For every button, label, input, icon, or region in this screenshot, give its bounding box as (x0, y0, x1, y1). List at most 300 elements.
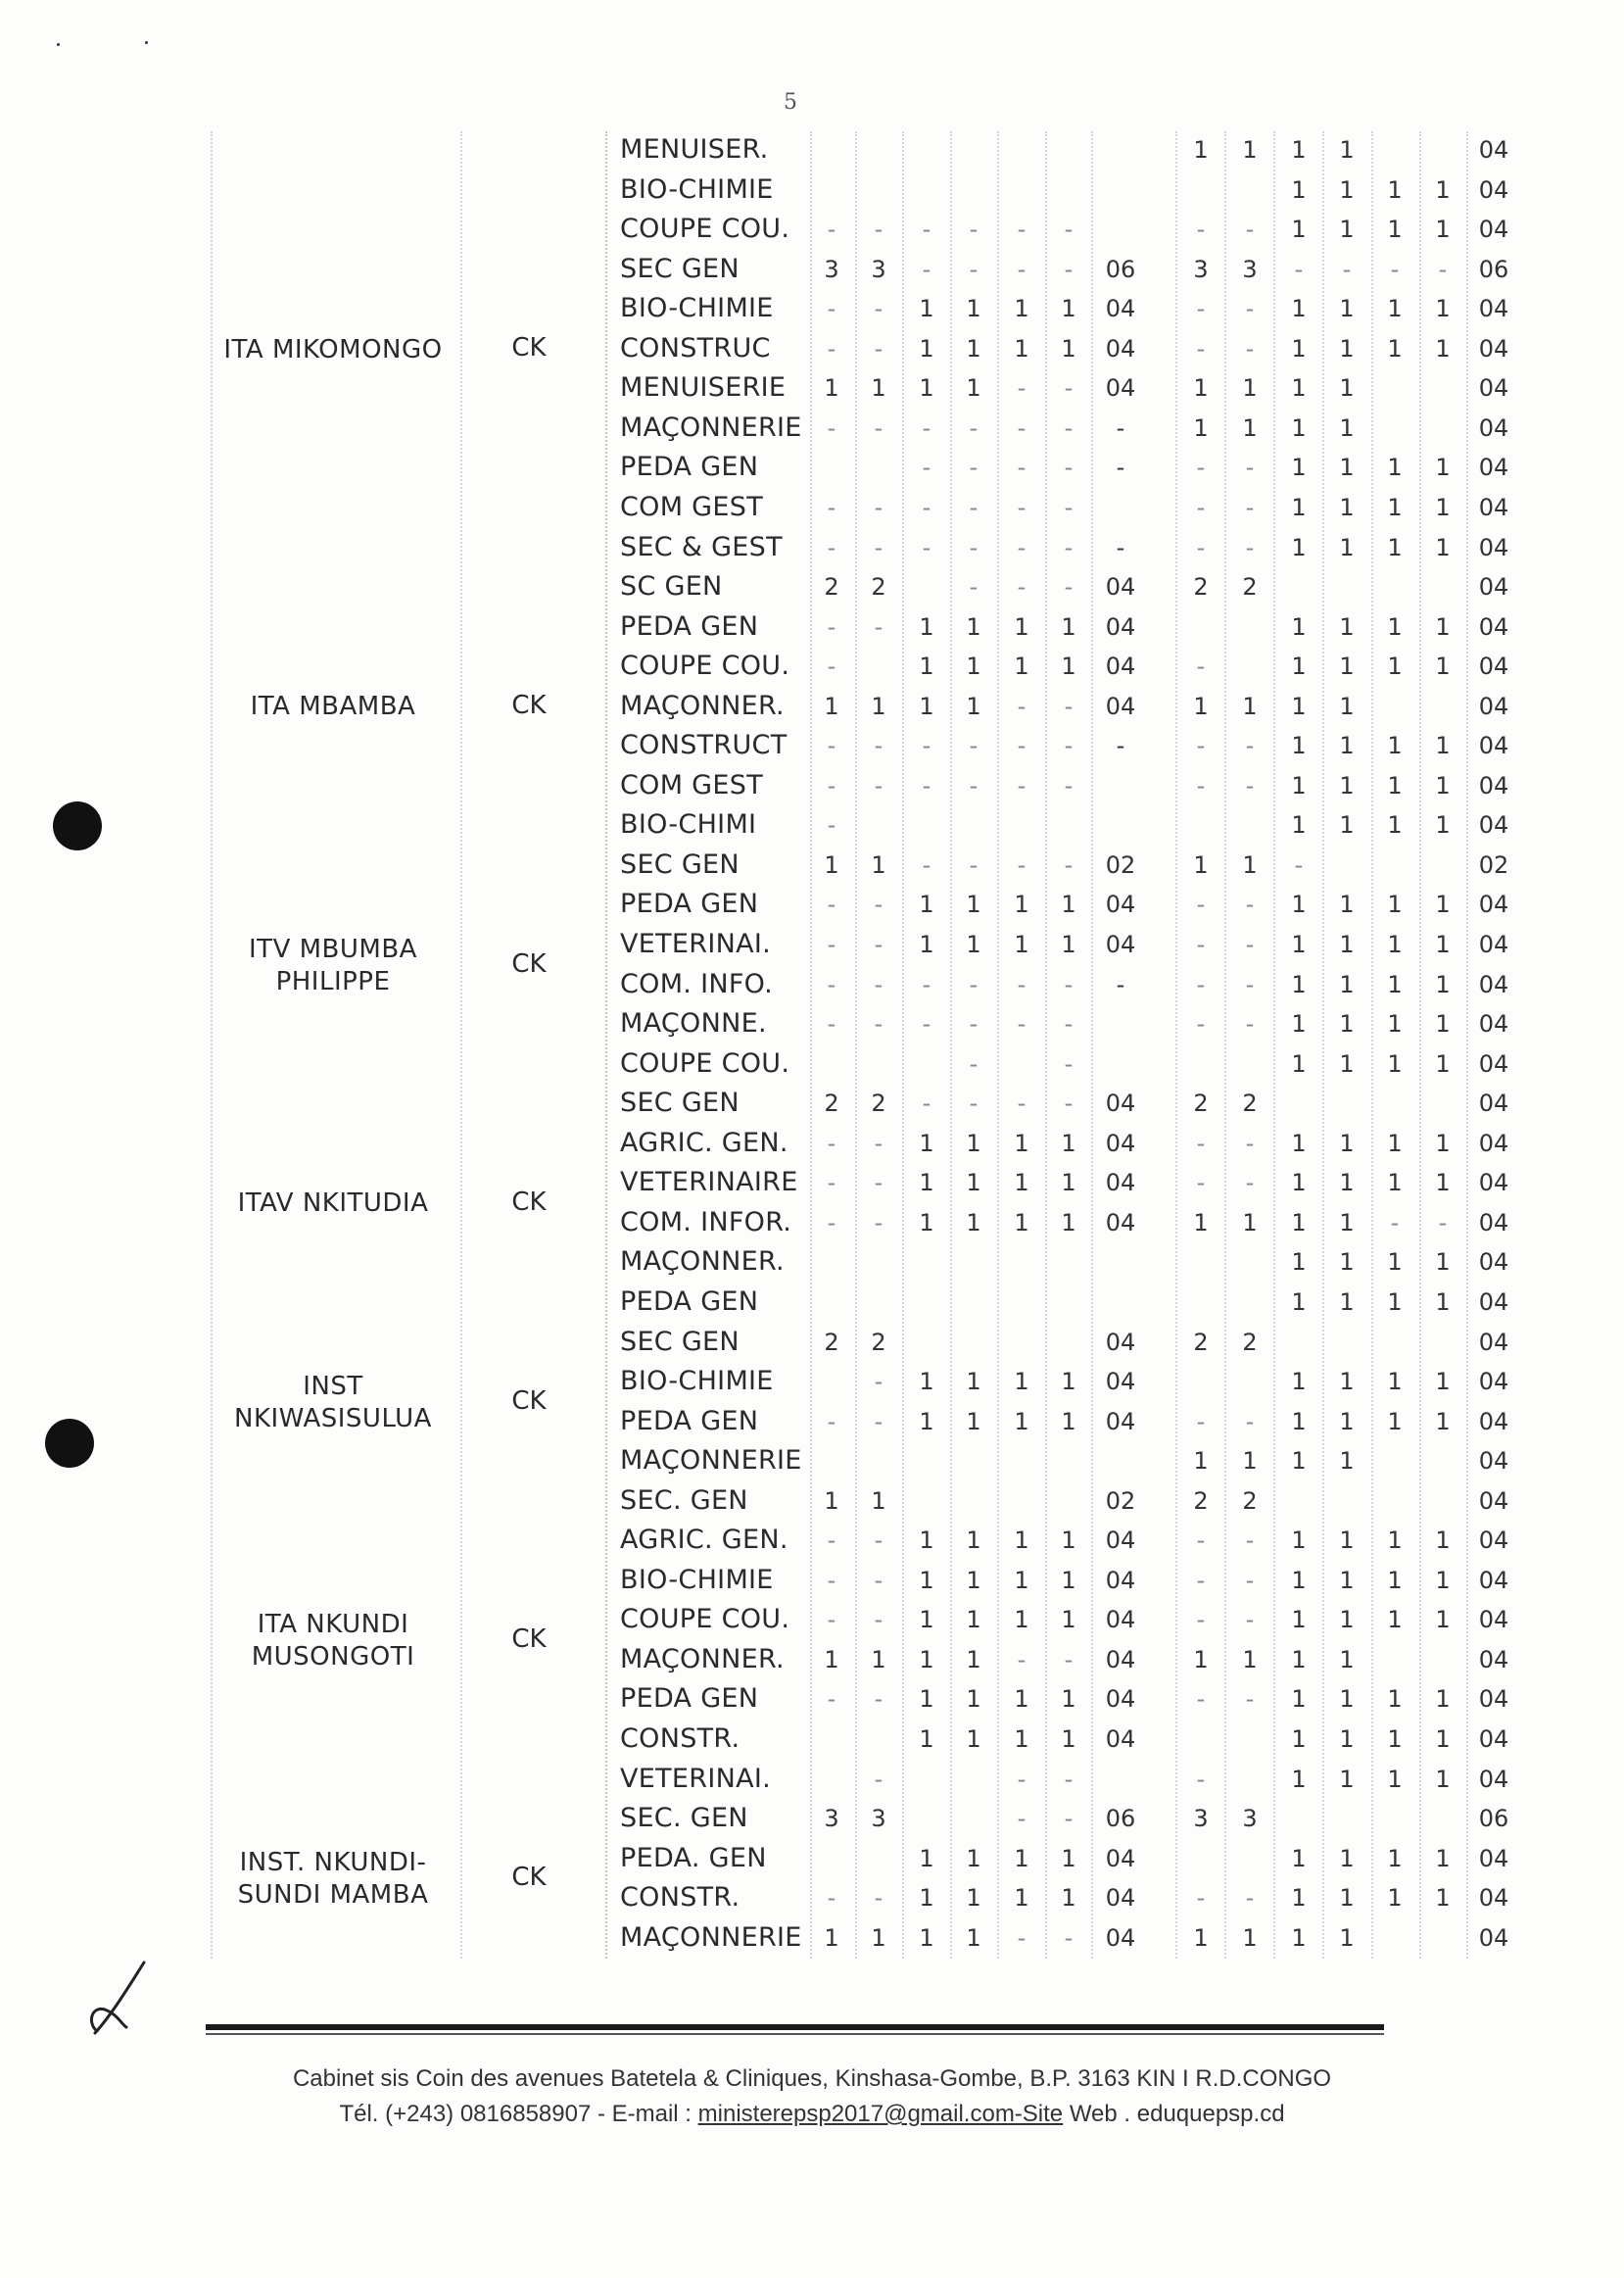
option-name: AGRIC. GEN. (620, 1127, 788, 1158)
count-cell-a: 1 (1061, 612, 1076, 641)
count-cell-b: 1 (1435, 931, 1451, 958)
count-cell-b: 1 (1387, 811, 1403, 840)
count-cell-a: - (827, 732, 836, 760)
option-name: BIO-CHIMIE (620, 293, 774, 324)
table-row (0, 1800, 1624, 1839)
count-cell-b: 1 (1242, 1447, 1258, 1476)
count-cell-b: - (1245, 1010, 1255, 1039)
count-cell-a: - (874, 533, 884, 561)
count-cell-b: 1 (1339, 931, 1355, 958)
count-cell-b: 1 (1339, 1287, 1355, 1316)
option-name: COUPE COU. (620, 1604, 790, 1635)
count-cell-b: 1 (1291, 1527, 1307, 1555)
count-cell-b: 1 (1339, 1765, 1355, 1793)
scan-speck (57, 43, 60, 46)
option-name: SC GEN (620, 571, 723, 603)
count-cell-b: 1 (1291, 1566, 1307, 1594)
option-name: MAÇONNE. (620, 1008, 767, 1040)
count-cell-a: - (874, 1208, 884, 1236)
column-rule (902, 131, 904, 1959)
count-cell-b: 1 (1193, 692, 1209, 720)
count-cell-a: - (874, 1527, 884, 1555)
option-name: COM. INFO. (620, 968, 773, 999)
count-cell-a: 1 (919, 374, 934, 403)
count-cell-a: 1 (1061, 1566, 1076, 1594)
count-cell-b: 1 (1339, 1884, 1355, 1913)
count-cell-b: 1 (1339, 1923, 1355, 1952)
count-cell-b: 1 (1242, 1208, 1258, 1236)
school-zone: CK (511, 948, 547, 979)
count-cell-a: - (922, 732, 931, 760)
option-name: MAÇONNER. (620, 690, 785, 721)
option-name: VETERINAIRE (620, 1167, 798, 1198)
count-cell-b: 1 (1291, 970, 1307, 998)
total-cell-b: 04 (1478, 413, 1509, 442)
count-cell-a: - (969, 970, 979, 998)
count-cell-a: 1 (919, 1685, 934, 1714)
count-cell-a: 3 (824, 1805, 839, 1833)
total-cell-a: 04 (1105, 653, 1136, 681)
count-cell-a: 1 (1014, 1169, 1029, 1197)
count-cell-a: 1 (871, 1645, 886, 1673)
count-cell-a: 1 (966, 1208, 981, 1236)
table-row (0, 131, 1624, 170)
count-cell-b: - (1196, 454, 1206, 482)
total-cell-b: 04 (1478, 1606, 1509, 1634)
count-cell-b: 1 (1291, 454, 1307, 482)
count-cell-a: - (874, 1169, 884, 1197)
count-cell-a: - (969, 771, 979, 800)
table-row (0, 1243, 1624, 1283)
count-cell-a: 1 (1061, 1527, 1076, 1555)
count-cell-b: 1 (1193, 136, 1209, 164)
count-cell-b: 1 (1387, 1407, 1403, 1435)
option-name: COUPE COU. (620, 214, 790, 245)
count-cell-b: - (1438, 255, 1448, 283)
school-name-line: NKIWASISULUA (234, 1403, 432, 1433)
count-cell-a: - (827, 1884, 836, 1913)
table-row (0, 1680, 1624, 1720)
count-cell-b: 1 (1193, 1645, 1209, 1673)
count-cell-b: - (1245, 970, 1255, 998)
count-cell-b: 1 (1387, 1884, 1403, 1913)
total-cell-a: 06 (1105, 1805, 1136, 1833)
count-cell-a: - (874, 1566, 884, 1594)
count-cell-a: 1 (919, 1368, 934, 1396)
count-cell-a: 1 (871, 692, 886, 720)
total-cell-a: 06 (1105, 255, 1136, 283)
count-cell-b: 1 (1242, 413, 1258, 442)
count-cell-a: - (874, 1884, 884, 1913)
count-cell-b: 1 (1291, 1447, 1307, 1476)
total-cell-a: - (1116, 454, 1125, 482)
total-cell-b: 04 (1478, 136, 1509, 164)
count-cell-a: - (922, 1090, 931, 1118)
count-cell-a: - (827, 1129, 836, 1157)
count-cell-a: - (969, 732, 979, 760)
count-cell-a: 1 (1061, 1844, 1076, 1872)
total-cell-b: 04 (1478, 573, 1509, 602)
count-cell-a: 1 (824, 1645, 839, 1673)
count-cell-b: - (1438, 1208, 1448, 1236)
column-rule (460, 131, 462, 1959)
count-cell-a: 1 (871, 1923, 886, 1952)
count-cell-a: 1 (1061, 1407, 1076, 1435)
total-cell-b: 04 (1478, 931, 1509, 958)
page-number: 5 (784, 90, 797, 115)
option-name: MAÇONNERIE (620, 1921, 802, 1953)
count-cell-b: - (1245, 493, 1255, 521)
option-name: COUPE COU. (620, 651, 790, 682)
count-cell-a: 1 (966, 1129, 981, 1157)
count-cell-b: 1 (1339, 1645, 1355, 1673)
count-cell-b: - (1196, 1566, 1206, 1594)
table-row (0, 1005, 1624, 1044)
option-name: AGRIC. GEN. (620, 1525, 788, 1556)
column-rule (1466, 131, 1468, 1959)
count-cell-a: - (969, 1090, 979, 1118)
option-name: BIO-CHIMIE (620, 1564, 774, 1595)
count-cell-b: 1 (1435, 1368, 1451, 1396)
count-cell-a: 1 (1014, 1884, 1029, 1913)
count-cell-b: 1 (1242, 136, 1258, 164)
count-cell-a: - (874, 931, 884, 958)
option-name: VETERINAI. (620, 929, 772, 959)
count-cell-b: 3 (1242, 1805, 1258, 1833)
footer-phone: Tél. (+243) 0816858907 - E-mail : (339, 2101, 698, 2127)
total-cell-a: 04 (1105, 1645, 1136, 1673)
count-cell-a: - (827, 1685, 836, 1714)
option-name: PEDA. GEN (620, 1842, 767, 1873)
count-cell-b: 1 (1339, 732, 1355, 760)
count-cell-a: - (1064, 970, 1074, 998)
count-cell-a: 1 (966, 1368, 981, 1396)
total-cell-b: 04 (1478, 692, 1509, 720)
count-cell-b: - (1245, 1884, 1255, 1913)
count-cell-a: 1 (966, 1606, 981, 1634)
count-cell-a: - (1064, 374, 1074, 403)
total-cell-b: 04 (1478, 1208, 1509, 1236)
count-cell-a: 1 (1014, 653, 1029, 681)
school-zone: CK (511, 1187, 547, 1217)
count-cell-b: 1 (1435, 811, 1451, 840)
count-cell-b: - (1390, 1208, 1400, 1236)
count-cell-b: 1 (1387, 612, 1403, 641)
count-cell-b: 1 (1291, 136, 1307, 164)
school-name (201, 934, 465, 998)
count-cell-a: 1 (824, 1923, 839, 1952)
count-cell-b: - (1196, 1685, 1206, 1714)
count-cell-b: 1 (1339, 970, 1355, 998)
count-cell-b: 1 (1339, 612, 1355, 641)
table-row (0, 1442, 1624, 1481)
count-cell-b: 1 (1387, 1169, 1403, 1197)
footer-email-link[interactable]: ministerepsp2017@gmail.com-Site (697, 2101, 1064, 2127)
count-cell-a: - (874, 1407, 884, 1435)
column-rule (1045, 131, 1047, 1959)
table-row (0, 1562, 1624, 1601)
school-name-line: INST (303, 1371, 363, 1401)
school-name (201, 334, 465, 366)
total-cell-b: 04 (1478, 493, 1509, 521)
count-cell-b: 1 (1339, 1169, 1355, 1197)
option-name: COM GEST (620, 769, 763, 800)
count-cell-a: - (827, 334, 836, 363)
count-cell-a: 1 (919, 1884, 934, 1913)
option-name: MENUISER. (620, 134, 769, 165)
count-cell-b: 1 (1435, 1049, 1451, 1078)
count-cell-a: - (1064, 413, 1074, 442)
count-cell-b: 1 (1291, 1685, 1307, 1714)
count-cell-b: 1 (1339, 811, 1355, 840)
count-cell-a: 1 (966, 1725, 981, 1753)
column-rule (1419, 131, 1421, 1959)
total-cell-b: 04 (1478, 1685, 1509, 1714)
count-cell-a: - (922, 771, 931, 800)
count-cell-a: 1 (919, 1645, 934, 1673)
scan-speck (145, 41, 148, 44)
count-cell-a: - (827, 1169, 836, 1197)
count-cell-a: - (1017, 1923, 1027, 1952)
count-cell-a: 1 (1061, 1169, 1076, 1197)
total-cell-b: 04 (1478, 216, 1509, 244)
count-cell-b: 1 (1387, 175, 1403, 204)
count-cell-a: - (1064, 1645, 1074, 1673)
school-name (201, 1609, 465, 1673)
total-cell-a: 04 (1105, 573, 1136, 602)
count-cell-b: - (1196, 771, 1206, 800)
school-name-line: ITA MIKOMONGO (223, 334, 443, 364)
count-cell-b: 1 (1435, 454, 1451, 482)
count-cell-a: 1 (1061, 891, 1076, 919)
count-cell-b: 1 (1291, 1208, 1307, 1236)
total-cell-a: 04 (1105, 1566, 1136, 1594)
count-cell-b: 1 (1387, 1287, 1403, 1316)
count-cell-b: 1 (1435, 334, 1451, 363)
table-row (0, 1721, 1624, 1760)
total-cell-a: 04 (1105, 891, 1136, 919)
total-cell-a: 04 (1105, 1685, 1136, 1714)
count-cell-b: 1 (1291, 1049, 1307, 1078)
count-cell-b: 1 (1387, 1527, 1403, 1555)
count-cell-a: 1 (966, 1407, 981, 1435)
option-name: SEC. GEN (620, 1803, 748, 1834)
table-row (0, 767, 1624, 806)
count-cell-b: 1 (1339, 1407, 1355, 1435)
option-name: PEDA GEN (620, 1683, 759, 1715)
count-cell-b: 1 (1387, 1129, 1403, 1157)
count-cell-a: 1 (966, 1685, 981, 1714)
count-cell-a: - (922, 970, 931, 998)
count-cell-a: 1 (1061, 1725, 1076, 1753)
count-cell-b: 1 (1339, 1049, 1355, 1078)
count-cell-b: 1 (1291, 1248, 1307, 1277)
footer-divider (206, 2024, 1384, 2030)
count-cell-a: 1 (1014, 931, 1029, 958)
count-cell-a: 1 (1061, 1208, 1076, 1236)
count-cell-a: - (1064, 216, 1074, 244)
count-cell-a: 1 (966, 931, 981, 958)
count-cell-b: 1 (1339, 692, 1355, 720)
count-cell-a: - (827, 216, 836, 244)
total-cell-a: - (1116, 732, 1125, 760)
count-cell-a: 1 (824, 850, 839, 879)
count-cell-a: - (1064, 1090, 1074, 1118)
count-cell-b: - (1245, 732, 1255, 760)
total-cell-b: 04 (1478, 1010, 1509, 1039)
total-cell-b: 04 (1478, 1407, 1509, 1435)
school-name (201, 1371, 465, 1435)
count-cell-b: 3 (1193, 255, 1209, 283)
count-cell-b: 1 (1291, 1407, 1307, 1435)
count-cell-a: - (1017, 732, 1027, 760)
count-cell-b: - (1196, 970, 1206, 998)
school-zone: CK (511, 333, 547, 364)
count-cell-a: 1 (919, 1606, 934, 1634)
option-name: CONSTR. (620, 1882, 740, 1914)
count-cell-a: - (827, 970, 836, 998)
count-cell-b: - (1196, 653, 1206, 681)
count-cell-a: 1 (1014, 1725, 1029, 1753)
count-cell-b: 1 (1387, 1844, 1403, 1872)
count-cell-b: 1 (1193, 413, 1209, 442)
count-cell-a: 1 (1061, 1884, 1076, 1913)
total-cell-a: 04 (1105, 931, 1136, 958)
table-row (0, 886, 1624, 925)
count-cell-b: 1 (1291, 1645, 1307, 1673)
count-cell-a: - (1017, 454, 1027, 482)
option-name: BIO-CHIMIE (620, 173, 774, 205)
count-cell-b: 1 (1387, 970, 1403, 998)
count-cell-b: - (1245, 1169, 1255, 1197)
count-cell-b: 1 (1339, 454, 1355, 482)
option-name: CONSTRUC (620, 332, 771, 364)
count-cell-b: - (1245, 1685, 1255, 1714)
count-cell-b: - (1245, 295, 1255, 323)
count-cell-b: 1 (1339, 334, 1355, 363)
option-name: PEDA GEN (620, 610, 759, 642)
count-cell-b: 1 (1291, 493, 1307, 521)
count-cell-a: - (922, 1010, 931, 1039)
count-cell-a: 2 (824, 573, 839, 602)
count-cell-b: - (1196, 1527, 1206, 1555)
count-cell-b: 1 (1387, 1368, 1403, 1396)
total-cell-b: 04 (1478, 1049, 1509, 1078)
count-cell-b: 1 (1291, 533, 1307, 561)
count-cell-a: - (827, 413, 836, 442)
count-cell-b: 1 (1339, 413, 1355, 442)
total-cell-a: 04 (1105, 1328, 1136, 1356)
count-cell-a: 1 (1061, 334, 1076, 363)
count-cell-b: 1 (1435, 533, 1451, 561)
count-cell-a: - (827, 1010, 836, 1039)
count-cell-a: 1 (966, 1844, 981, 1872)
count-cell-b: 1 (1435, 1169, 1451, 1197)
table-row (0, 847, 1624, 886)
count-cell-a: - (1017, 1805, 1027, 1833)
count-cell-a: - (1017, 573, 1027, 602)
table-row (0, 1284, 1624, 1323)
count-cell-a: - (1064, 1923, 1074, 1952)
count-cell-b: 1 (1387, 533, 1403, 561)
count-cell-b: 1 (1435, 175, 1451, 204)
count-cell-a: - (1017, 413, 1027, 442)
count-cell-b: - (1245, 454, 1255, 482)
total-cell-a: 04 (1105, 1844, 1136, 1872)
count-cell-a: - (1017, 1090, 1027, 1118)
count-cell-b: 1 (1339, 1248, 1355, 1277)
count-cell-b: - (1196, 533, 1206, 561)
count-cell-b: 1 (1435, 1287, 1451, 1316)
count-cell-b: 1 (1193, 1208, 1209, 1236)
school-zone: CK (511, 690, 547, 720)
total-cell-a: 04 (1105, 1129, 1136, 1157)
table-row (0, 171, 1624, 211)
count-cell-b: 1 (1291, 1725, 1307, 1753)
count-cell-b: 1 (1435, 1527, 1451, 1555)
count-cell-b: 1 (1339, 1527, 1355, 1555)
count-cell-b: 1 (1291, 612, 1307, 641)
count-cell-b: - (1245, 533, 1255, 561)
count-cell-b: 1 (1339, 1447, 1355, 1476)
count-cell-b: 1 (1291, 216, 1307, 244)
column-rule (605, 131, 607, 1959)
count-cell-b: 1 (1291, 1169, 1307, 1197)
count-cell-b: 1 (1435, 1010, 1451, 1039)
count-cell-b: 1 (1339, 175, 1355, 204)
count-cell-b: 1 (1435, 1129, 1451, 1157)
count-cell-a: 1 (966, 1884, 981, 1913)
option-name: BIO-CHIMI (620, 809, 757, 841)
total-cell-b: 04 (1478, 891, 1509, 919)
column-rule (1322, 131, 1324, 1959)
count-cell-a: 1 (1014, 1407, 1029, 1435)
count-cell-a: - (874, 216, 884, 244)
count-cell-a: 1 (919, 1208, 934, 1236)
count-cell-a: 1 (1014, 1606, 1029, 1634)
school-name-line: ITV MBUMBA (249, 934, 417, 964)
count-cell-b: - (1294, 255, 1304, 283)
column-rule (855, 131, 857, 1959)
total-cell-b: 04 (1478, 374, 1509, 403)
table-row (0, 211, 1624, 250)
count-cell-a: - (874, 970, 884, 998)
count-cell-b: - (1196, 1169, 1206, 1197)
count-cell-a: - (1064, 1765, 1074, 1793)
count-cell-b: - (1294, 850, 1304, 879)
count-cell-a: - (827, 653, 836, 681)
count-cell-a: 1 (919, 1407, 934, 1435)
count-cell-b: 1 (1435, 891, 1451, 919)
count-cell-a: 1 (919, 1923, 934, 1952)
count-cell-b: - (1196, 1129, 1206, 1157)
school-name-line: ITAV NKITUDIA (237, 1188, 429, 1219)
count-cell-a: 1 (966, 692, 981, 720)
count-cell-b: 1 (1339, 216, 1355, 244)
count-cell-a: - (922, 413, 931, 442)
count-cell-a: 1 (919, 1725, 934, 1753)
count-cell-a: 1 (1014, 1685, 1029, 1714)
total-cell-b: 02 (1478, 850, 1509, 879)
table-row (0, 1522, 1624, 1561)
count-cell-a: - (1064, 1049, 1074, 1078)
total-cell-a: 04 (1105, 374, 1136, 403)
count-cell-a: 1 (919, 1844, 934, 1872)
table-row (0, 489, 1624, 528)
count-cell-b: 1 (1291, 732, 1307, 760)
count-cell-b: 1 (1291, 1884, 1307, 1913)
count-cell-b: 1 (1291, 295, 1307, 323)
